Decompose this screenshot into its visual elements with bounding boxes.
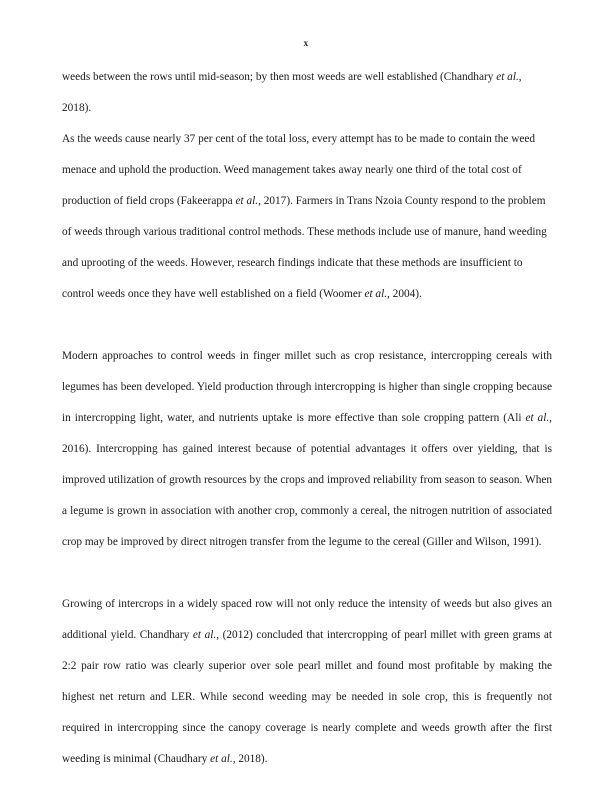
italic-phrase: et al. — [210, 753, 233, 765]
paragraph-1: weeds between the rows until mid-season; by then most weeds are well established (Chandhary et al., 2018). — [62, 71, 522, 114]
italic-phrase: et al. — [192, 629, 217, 641]
italic-phrase: et al. — [496, 71, 519, 83]
italic-phrase: et al. — [364, 288, 388, 300]
document-body-column — [62, 62, 552, 775]
paragraph-spacer — [62, 310, 552, 341]
paragraph-2: As the weeds cause nearly 37 per cent of the total loss, every attempt has to be made to contain the weed menace and uphold the production. Weed management takes away nearly one third of the total cost of production of field crops (Fakeerappa et al., 2017). Farmers in Trans Nzoia County respond to the problem of weeds through various traditional control methods. These methods include use of manure, hand weeding and uprooting of the weeds. However, research findings indicate that these methods are insufficient to control weeds once they have well established on a field (Woomer et al., 2004). — [62, 133, 547, 300]
italic-phrase: et al. — [525, 412, 550, 424]
paragraph-3: Modern approaches to control weeds in finger millet such as crop resistance, intercropping cereals with legumes has been developed. Yield production through intercropping is higher than single cropping because in intercropping light, water, and nutrients uptake is more effective than sole cropping pattern (Ali et al., 2016). Intercropping has gained interest because of potential advantages it offers over yielding, that is improved utilization of growth resources by the crops and improved reliability from season to season. When a legume is grown in association with another crop, commonly a cereal, the nitrogen nutrition of associated crop may be improved by direct nitrogen transfer from the legume to the cereal (Giller and Wilson, 1991). — [62, 350, 552, 548]
paragraph-4: Growing of intercrops in a widely spaced row will not only reduce the intensity of weeds but also gives an additional yield. Chandhary et al., (2012) concluded that intercropping of pearl millet with green grams at 2:2 pair row ratio was clearly superior over sole pearl millet and found most profitable by making the highest net return and LER. While second weeding may be needed in sole crop, this is frequently not required in intercropping since the canopy coverage is nearly complete and weeds growth after the first weeding is minimal (Chaudhary et al., 2018). — [62, 598, 552, 765]
paragraph-spacer — [62, 558, 552, 589]
page-header-mark: x — [303, 38, 309, 48]
italic-phrase: et al. — [235, 195, 259, 207]
